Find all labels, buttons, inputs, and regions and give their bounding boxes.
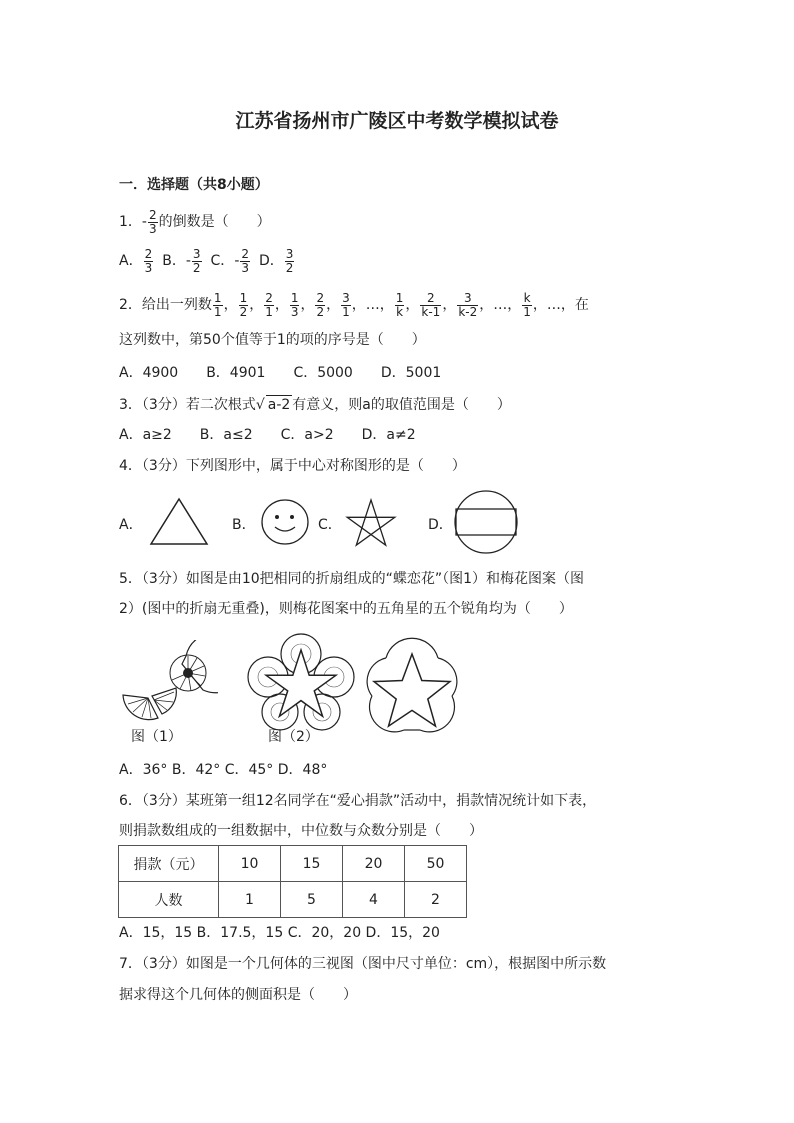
table-cell: 20	[343, 846, 405, 882]
q4-label-b: B．	[232, 517, 256, 533]
star-figure	[343, 497, 399, 551]
fraction: $\frac{2}{3}$	[144, 247, 153, 275]
smiley-figure	[259, 497, 311, 547]
fraction: $\frac{3}{1}$	[342, 291, 350, 319]
q4-label-a: A．	[119, 517, 143, 533]
question-5-line2: 2）(图中的折扇无重叠)，则梅花图案中的五角星的五个锐角均为（ ）	[119, 601, 573, 617]
q4-label-c: C．	[318, 517, 342, 533]
table-cell: 15	[281, 846, 343, 882]
section-heading: 一．选择题（共8小题）	[119, 177, 269, 193]
table-cell: 10	[219, 846, 281, 882]
fraction: $\frac{1}{k}$	[395, 291, 404, 319]
q4-label-d: D．	[428, 517, 453, 533]
question-3: 3．（3分）若二次根式√ a-2 有意义，则a的取值范围是（ ）	[119, 397, 511, 413]
fraction: $\frac{2}{2}$	[316, 291, 325, 319]
question-2-options: A．4900 B．4901 C．5000 D．5001	[119, 365, 442, 381]
table-cell: 50	[405, 846, 467, 882]
table-cell: 人数	[119, 882, 219, 918]
table-cell: 捐款（元）	[119, 846, 219, 882]
option-a: A． $\frac{2}{3}$	[119, 247, 153, 275]
table-cell: 5	[281, 882, 343, 918]
option-d: D． $\frac{3}{2}$	[259, 247, 294, 275]
figure-2-caption: 图（2）	[268, 729, 319, 745]
fraction: $\frac{k}{1}$	[523, 291, 531, 319]
table-row	[119, 846, 467, 882]
question-5-line1: 5．（3分）如图是由10把相同的折扇组成的“蝶恋花”（图1）和梅花图案（图	[119, 571, 585, 587]
plum-blossom-outline-figure	[366, 630, 458, 738]
fraction: $\frac{2}{3}$	[148, 208, 157, 236]
table-cell: 1	[219, 882, 281, 918]
question-2-line2: 这列数中，第50个值等于1的项的序号是（ ）	[119, 332, 426, 348]
table-row	[119, 882, 467, 918]
question-7-line1: 7．（3分）如图是一个几何体的三视图（图中尺寸单位：cm），根据图中所示数	[119, 956, 607, 972]
question-6-line2: 则捐款数组成的一组数据中，中位数与众数分别是（ ）	[119, 823, 483, 839]
fraction: $\frac{1}{1}$	[213, 291, 222, 319]
option-b: B．- $\frac{3}{2}$	[162, 247, 201, 275]
fraction: $\frac{3}{2}$	[285, 247, 294, 275]
donation-table	[118, 845, 467, 918]
question-6-line1: 6．（3分）某班第一组12名同学在“爱心捐款”活动中，捐款情况统计如下表，	[119, 793, 597, 809]
page-title: 江苏省扬州市广陵区中考数学模拟试卷	[235, 110, 559, 132]
fraction: $\frac{3}{2}$	[192, 247, 201, 275]
fraction: $\frac{1}{3}$	[290, 291, 299, 319]
butterfly-fan-figure	[118, 640, 218, 725]
question-2: 2．给出一列数 $\frac{1}{1}$ ， $\frac{1}{2}$ ， $\frac{2}{1}$ ， $\frac{1}{3}$ ， $\frac{2}{2}$ ， $\frac{3}{1}$ ，…， $\frac{1}{k}$ ， $\frac{2}{k-1}$ ， $\frac{3}{k-2}$ ，…， $\frac{k}{1}$ ，…，在	[119, 291, 589, 319]
fraction: $\frac{2}{1}$	[265, 291, 273, 319]
fraction: $\frac{2}{k-1}$	[421, 291, 441, 319]
question-1-options	[119, 248, 303, 274]
question-3-options: A．a≥2 B．a≤2 C．a>2 D．a≠2	[119, 427, 416, 443]
circle-rectangle-figure	[451, 487, 521, 557]
question-6-options: A．15，15 B．17.5，15 C．20，20 D．15，20	[119, 925, 440, 941]
figure-1-caption: 图（1）	[131, 729, 182, 745]
fraction: $\frac{2}{3}$	[241, 247, 250, 275]
question-1: 1．- $\frac{2}{3}$ 的倒数是（ ）	[119, 208, 271, 236]
fraction: $\frac{1}{2}$	[239, 291, 248, 319]
question-4: 4．（3分）下列图形中，属于中心对称图形的是（ ）	[119, 458, 466, 474]
question-7-line2: 据求得这个几何体的侧面积是（ ）	[119, 987, 357, 1003]
table-cell: 4	[343, 882, 405, 918]
radical: √ a-2	[255, 397, 291, 413]
triangle-figure	[148, 496, 210, 548]
plum-blossom-figure-2	[246, 632, 356, 732]
table-cell: 2	[405, 882, 467, 918]
option-c: C．- $\frac{2}{3}$	[210, 247, 250, 275]
fraction: $\frac{3}{k-2}$	[458, 291, 478, 319]
question-5-options: A．36° B．42° C．45° D．48°	[119, 762, 328, 778]
